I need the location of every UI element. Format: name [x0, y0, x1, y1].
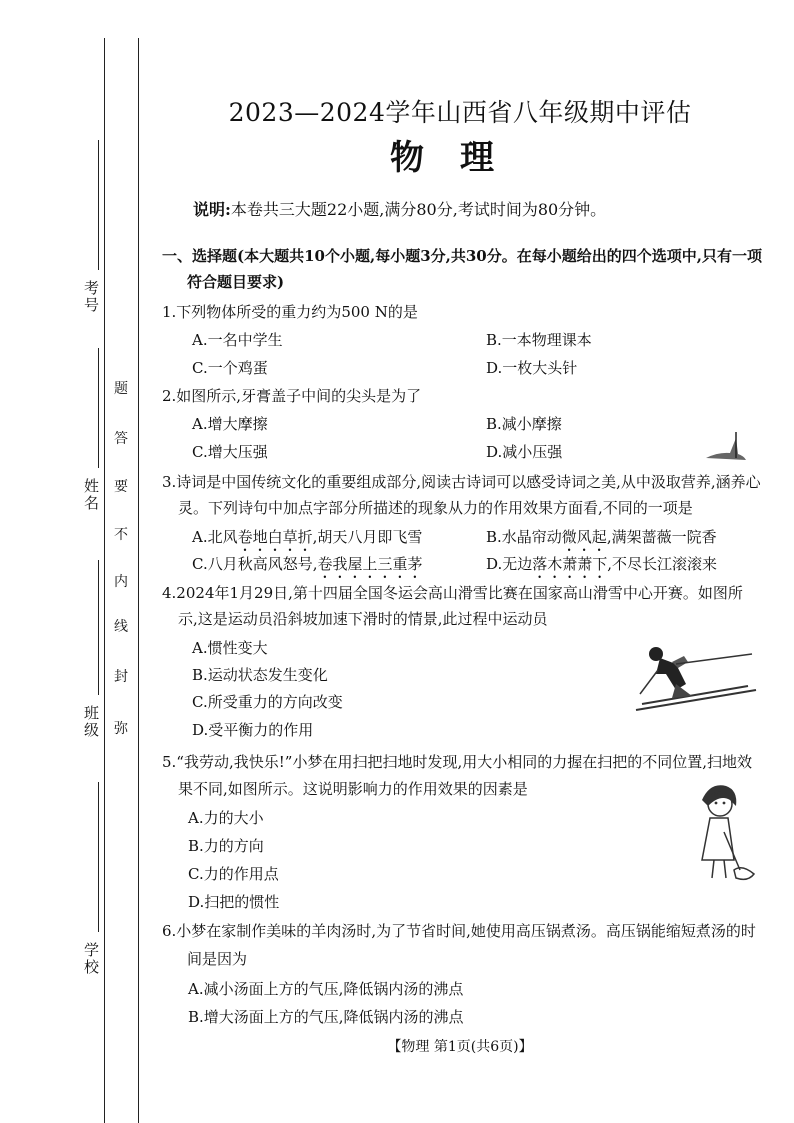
- q1-option-d: D.一枚大头针: [486, 359, 578, 377]
- q3-stem-cont: 灵。下列诗句中加点字部分所描述的现象从力的作用效果方面看,不同的一项是: [178, 499, 693, 517]
- q3-option-d: D.无边落木萧萧下,不尽长江滚滚来: [486, 555, 718, 573]
- student-name-line: [98, 348, 99, 468]
- q5-option-b: B.力的方向: [188, 837, 264, 855]
- q2-option-b: B.减小摩擦: [486, 415, 562, 433]
- seal-char: 题: [114, 381, 128, 397]
- seal-char: 不: [114, 527, 128, 543]
- student-name-label: 姓名: [82, 478, 100, 512]
- seal-char: 封: [114, 669, 128, 685]
- q2-stem: 2.如图所示,牙膏盖子中间的尖头是为了: [162, 387, 422, 405]
- q5-stem: 5.“我劳动,我快乐!”小梦在用扫把扫地时发现,用大小相同的力握在扫把的不同位置,扫地效: [162, 753, 752, 771]
- subject-title: 物理: [390, 138, 530, 178]
- q1-option-a: A.一名中学生: [192, 331, 283, 349]
- exam-number-label: 考号: [82, 280, 100, 314]
- seal-char: 线: [114, 619, 128, 635]
- note-label: 说明:: [193, 200, 231, 219]
- q4-stem-cont: 示,这是运动员沿斜坡加速下滑时的情景,此过程中运动员: [178, 610, 548, 628]
- class-label: 班级: [82, 705, 100, 739]
- q4-option-b: B.运动状态发生变化: [192, 666, 328, 684]
- seal-char: 答: [114, 431, 128, 447]
- q2-option-a: A.增大摩擦: [192, 415, 268, 433]
- q3-option-c: C.八月秋高风怒号,卷我屋上三重茅: [192, 555, 423, 573]
- seal-char: 要: [114, 479, 128, 495]
- skier-figure: [632, 640, 758, 712]
- q5-stem-cont: 果不同,如图所示。这说明影响力的作用效果的因素是: [178, 780, 528, 798]
- q2-option-d: D.减小压强: [486, 443, 563, 461]
- q3-stem: 3.诗词是中国传统文化的重要组成部分,阅读古诗词可以感受诗词之美,从中汲取营养,涵养心: [162, 473, 761, 491]
- q3-option-b: B.水晶帘动微风起,满架蔷薇一院香: [486, 528, 717, 546]
- q6-stem: 6.小梦在家制作美味的羊肉汤时,为了节省时间,她使用高压锅煮汤。高压锅能缩短煮汤的时: [162, 922, 756, 940]
- q1-option-c: C.一个鸡蛋: [192, 359, 268, 377]
- class-line: [98, 560, 99, 695]
- q5-option-a: A.力的大小: [188, 809, 264, 827]
- binding-line-inner: [138, 38, 139, 1123]
- seal-char: 弥: [114, 721, 128, 737]
- school-line: [98, 782, 99, 932]
- q4-option-d: D.受平衡力的作用: [192, 721, 314, 739]
- binding-line-outer: [104, 38, 105, 1123]
- q6-option-b: B.增大汤面上方的气压,降低锅内汤的沸点: [188, 1008, 464, 1026]
- exam-title: 2023—2024学年山西省八年级期中评估: [228, 98, 692, 127]
- q3-option-a: A.北风卷地白草折,胡天八月即飞雪: [192, 528, 423, 546]
- q2-option-c: C.增大压强: [192, 443, 268, 461]
- q4-stem: 4.2024年1月29日,第十四届全国冬运会高山滑雪比赛在国家高山滑雪中心开赛。如图所: [162, 584, 743, 602]
- exam-instructions: [193, 197, 606, 220]
- section-heading-cont: 符合题目要求): [187, 273, 285, 291]
- q4-option-c: C.所受重力的方向改变: [192, 693, 343, 711]
- q4-option-a: A.惯性变大: [192, 639, 268, 657]
- exam-number-line: [98, 140, 99, 270]
- toothpaste-cap-figure: [700, 428, 750, 468]
- page-footer: 【物理 第1页(共6页)】: [387, 1039, 533, 1055]
- q6-option-a: A.减小汤面上方的气压,降低锅内汤的沸点: [188, 980, 464, 998]
- q1-option-b: B.一本物理课本: [486, 331, 592, 349]
- school-label: 学校: [82, 942, 100, 976]
- q5-option-d: D.扫把的惯性: [188, 893, 280, 911]
- q1-stem: 1.下列物体所受的重力约为500 N的是: [162, 303, 418, 321]
- girl-sweeping-figure: [680, 778, 760, 890]
- note-text: 本卷共三大题22小题,满分80分,考试时间为80分钟。: [230, 200, 607, 219]
- section-heading: 一、选择题(本大题共10个小题,每小题3分,共30分。在每小题给出的四个选项中,只有一项: [162, 247, 762, 265]
- q6-stem-cont: 间是因为: [187, 950, 248, 968]
- q5-option-c: C.力的作用点: [188, 865, 279, 883]
- seal-char: 内: [114, 574, 128, 590]
